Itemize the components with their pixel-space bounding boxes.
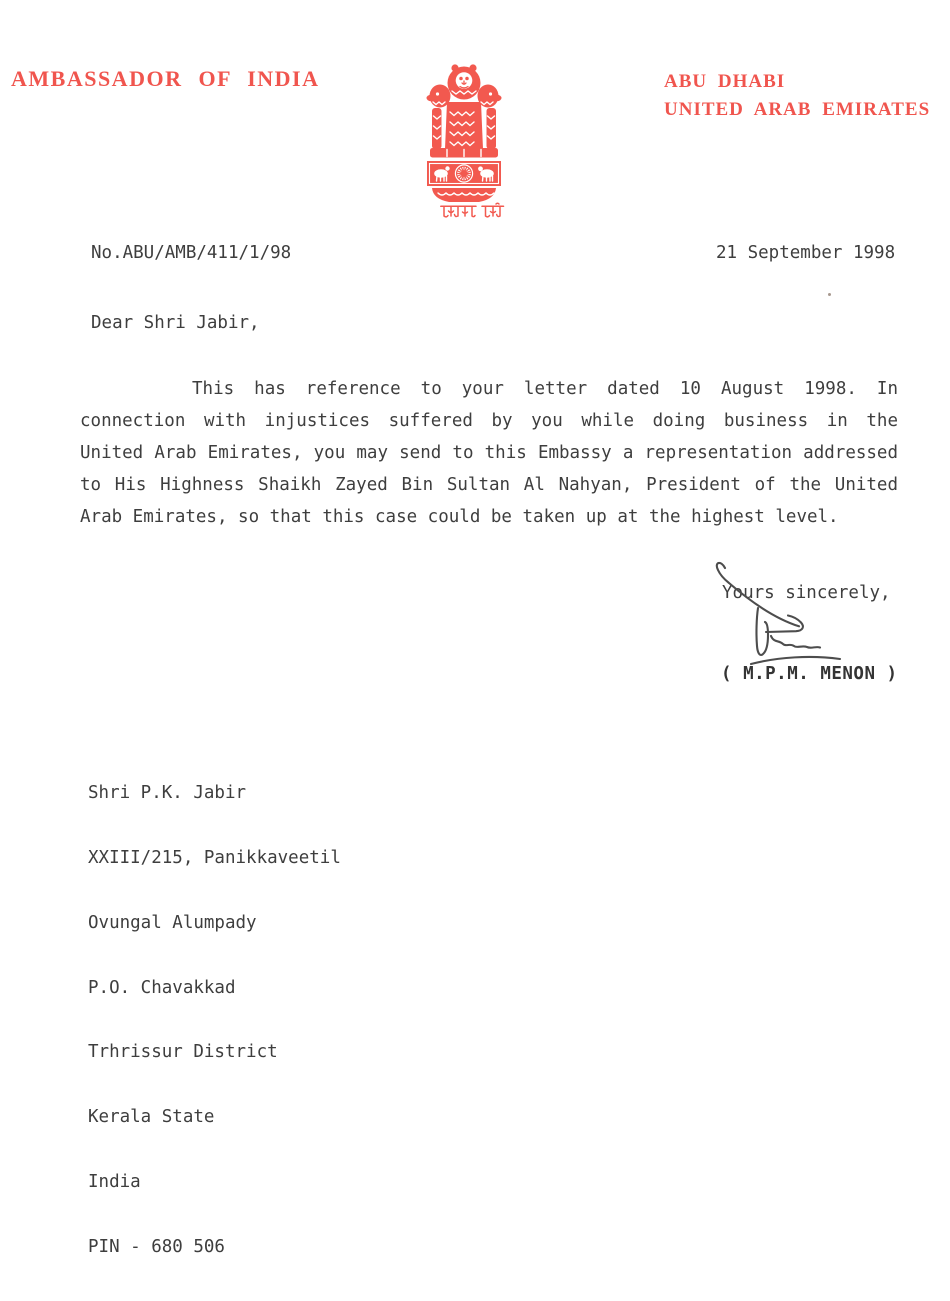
address-line: Trhrissur District <box>88 1042 278 1063</box>
letter-date: 21 September 1998 <box>716 243 896 263</box>
scan-speck <box>828 293 831 296</box>
handwritten-signature <box>698 556 868 676</box>
india-state-emblem-icon <box>420 57 508 205</box>
letterhead-title: AMBASSADOR OF INDIA <box>11 66 320 91</box>
body-line: Arab Emirates, so that this case could be taken up at the highest level. <box>80 507 839 527</box>
address-line: Kerala State <box>88 1107 215 1128</box>
body-line: United Arab Emirates, you may send to this Embassy a representation addressed <box>80 443 898 463</box>
address-line: P.O. Chavakkad <box>88 977 236 998</box>
salutation: Dear Shri Jabir, <box>91 313 260 333</box>
address-line: Shri P.K. Jabir <box>88 783 247 804</box>
address-line: XXIII/215, Panikkaveetil <box>88 847 341 868</box>
address-line: India <box>88 1171 141 1192</box>
body-line: This has reference to your letter dated 10 August 1998. In <box>192 379 898 399</box>
body-line: to His Highness Shaikh Zayed Bin Sultan Al Nahyan, President of the United <box>80 475 898 495</box>
letterhead-location <box>664 68 930 124</box>
valediction: Yours sincerely, <box>722 583 891 603</box>
letterhead-city: ABU DHABI <box>664 71 786 92</box>
reference-number: No.ABU/AMB/411/1/98 <box>91 243 292 263</box>
signatory-name: ( M.P.M. MENON ) <box>721 664 898 684</box>
satyameva-jayate-motto <box>440 203 504 220</box>
letter-body <box>80 373 898 533</box>
letterhead-country: UNITED ARAB EMIRATES <box>664 99 931 120</box>
address-line: Ovungal Alumpady <box>88 912 257 933</box>
body-line: connection with injustices suffered by you while doing business in the <box>80 411 898 431</box>
recipient-address <box>88 740 341 1301</box>
address-line: PIN - 680 506 <box>88 1236 225 1257</box>
